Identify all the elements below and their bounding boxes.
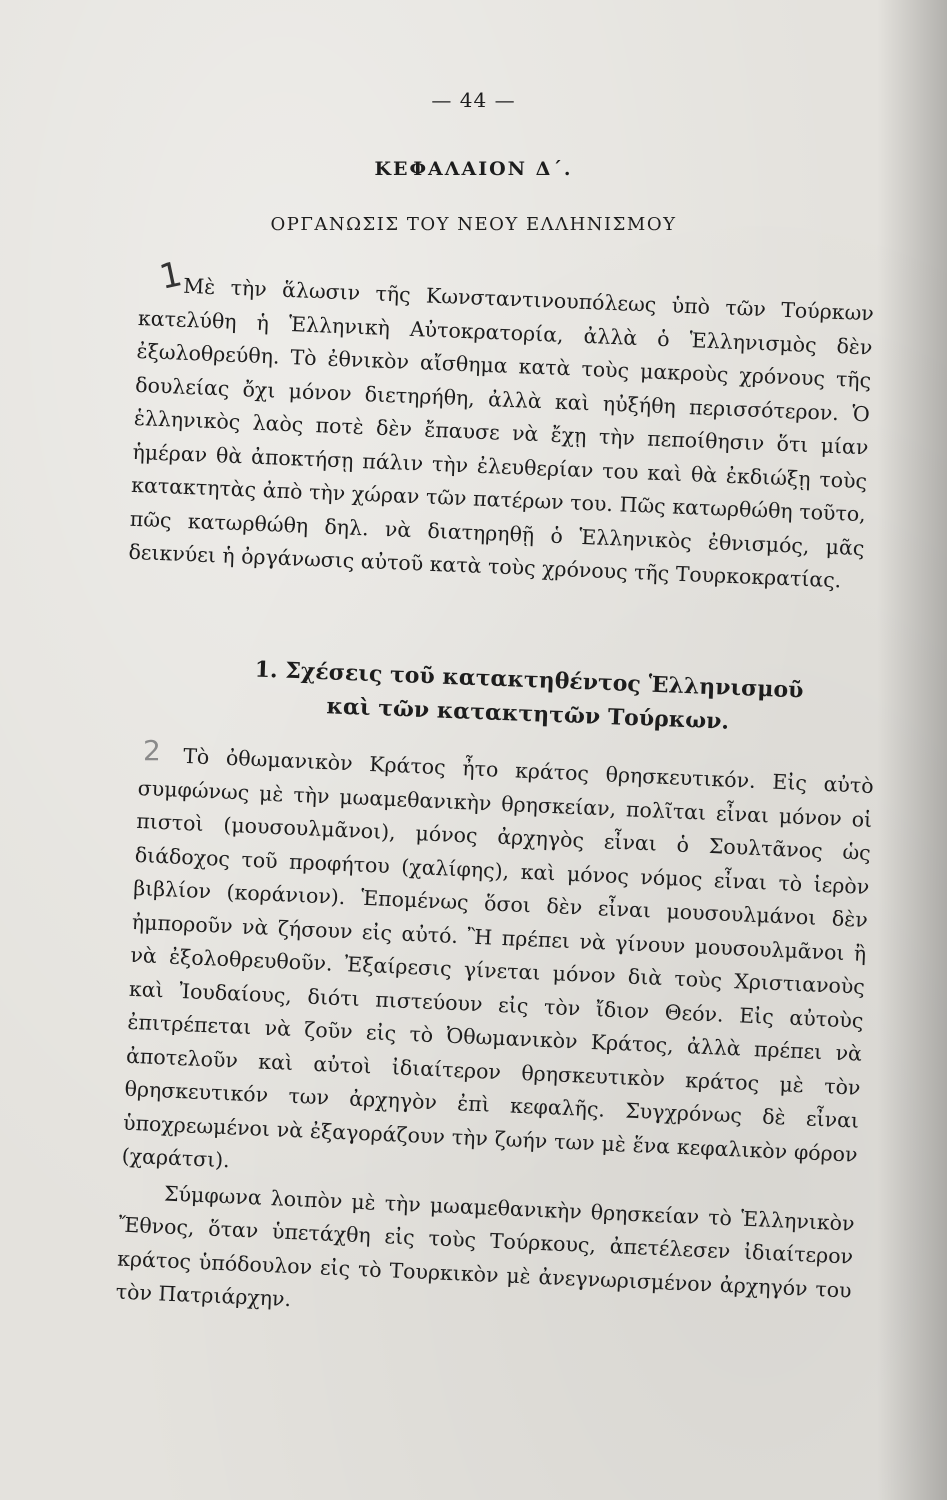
intro-paragraph: Μὲ τὴν ἅλωσιν τῆς Κωνσταντινουπόλεως ὑπὸ τῶν Τούρκων κατελύθη ἡ Ἑλληνικὴ Αὐτοκρατορία, ἀλλὰ ὁ Ἑλληνισμὸς δὲν ἐξωλοθρεύθη. Τὸ ἐθνικὸν αἴσθημα κατὰ τοὺς μακροὺς χρόνους τῆς δουλείας ὄχι μόνον διετηρήθη, ἀλλὰ καὶ ηὐξήθη περισσότερον. Ὁ ἑλληνικὸς λαὸς ποτὲ δὲν ἔπαυσε νὰ ἔχῃ τὴν πεποίθησιν ὅτι μίαν ἡμέραν θὰ ἀποκτήσῃ πάλιν τὴν ἐλευθερίαν του καὶ θὰ ἐκδιώξῃ τοὺς κατακτητὰς ἀπὸ τὴν χώραν τῶν πατέρων του. Πῶς κατωρθώθη τοῦτο, πῶς κατωρθώθη δηλ. νὰ διατηρηθῇ ὁ Ἑλληνικὸς ἐθνισμός, μᾶς δεικνύει ἡ ὀργάνωσις αὐτοῦ κατὰ τοὺς χρόνους τῆς Τουρκοκρατίας. [128,273,875,593]
handwritten-mark-1: 1 [156,254,186,298]
chapter-title: ΚΕΦΑΛΑΙΟΝ Δ΄. [374,158,573,180]
section-paragraph-2: Σύμφωνα λοιπὸν μὲ τὴν μωαμεθανικὴν θρησκείαν τὸ Ἑλληνικὸν Ἔθνος, ὅταν ὑπετάχθη εἰς τοὺς Τούρκους, ἀπετέλεσεν ἰδιαίτερον κράτος ὑπόδουλον εἰς τὸ Τουρκικὸν μὲ ἀνεγνωρισμένον ἀρχηγόν του τὸν Πατριάρχην. [115,1180,856,1312]
section-paragraph-1: Τὸ ὀθωμανικὸν Κράτος ἦτο κράτος θρησκευτικόν. Εἰς αὐτὸ συμφώνως μὲ τὴν μωαμεθανικὴν θρησκείαν, πολῖται εἶναι μόνον οἱ πιστοὶ (μουσουλμᾶνοι), μόνος ἀρχηγὸς εἶναι ὁ Σουλτᾶνος ὡς διάδοχος τοῦ προφήτου (χαλίφης), καὶ μόνος νόμος εἶναι τὸ ἱερὸν βιβλίον (κοράνιον). Ἑπομένως ὅσοι δὲν εἶναι μουσουλμάνοι δὲν ἠμποροῦν νὰ ζήσουν εἰς αὐτό. Ἢ πρέπει νὰ γίνουν μουσουλμᾶνοι ἢ νὰ ἐξολοθρευθοῦν. Ἐξαίρεσις γίνεται μόνον διὰ τοὺς Χριστιανοὺς καὶ Ἰουδαίους, διότι πιστεύουν εἰς τὸν ἴδιον Θεόν. Εἰς αὐτοὺς ἐπιτρέπεται νὰ ζοῦν εἰς τὸ Ὀθωμανικὸν Κράτος, ἀλλὰ πρέπει νὰ ἀποτελοῦν καὶ αὐτοὶ ἰδιαίτερον θρησκευτικὸν κράτος μὲ τὸν θρησκευτικόν των ἀρχηγὸν ἐπὶ κεφαλῆς. Συγχρόνως δὲ εἶναι ὑποχρεωμένοι νὰ ἐξαγοράζουν τὴν ζωήν των μὲ ἕνα κεφαλικὸν φόρον (χαράτσι). [121,743,875,1173]
section-text-block [115,738,874,1341]
section-heading-line-2: καὶ τῶν κατακτητῶν Τούρκων. [326,693,730,735]
intro-text-block [128,268,875,599]
section-heading [187,650,869,744]
handwritten-mark-2: 2 [143,734,161,767]
section-heading-line-1: 1. Σχέσεις τοῦ κατακτηθέντος Ἑλληνισμοῦ [254,656,804,704]
page-number: — 44 — [431,88,516,112]
chapter-subtitle: ΟΡΓΑΝΩΣΙΣ ΤΟΥ ΝΕΟΥ ΕΛΛΗΝΙΣΜΟΥ [270,214,677,235]
